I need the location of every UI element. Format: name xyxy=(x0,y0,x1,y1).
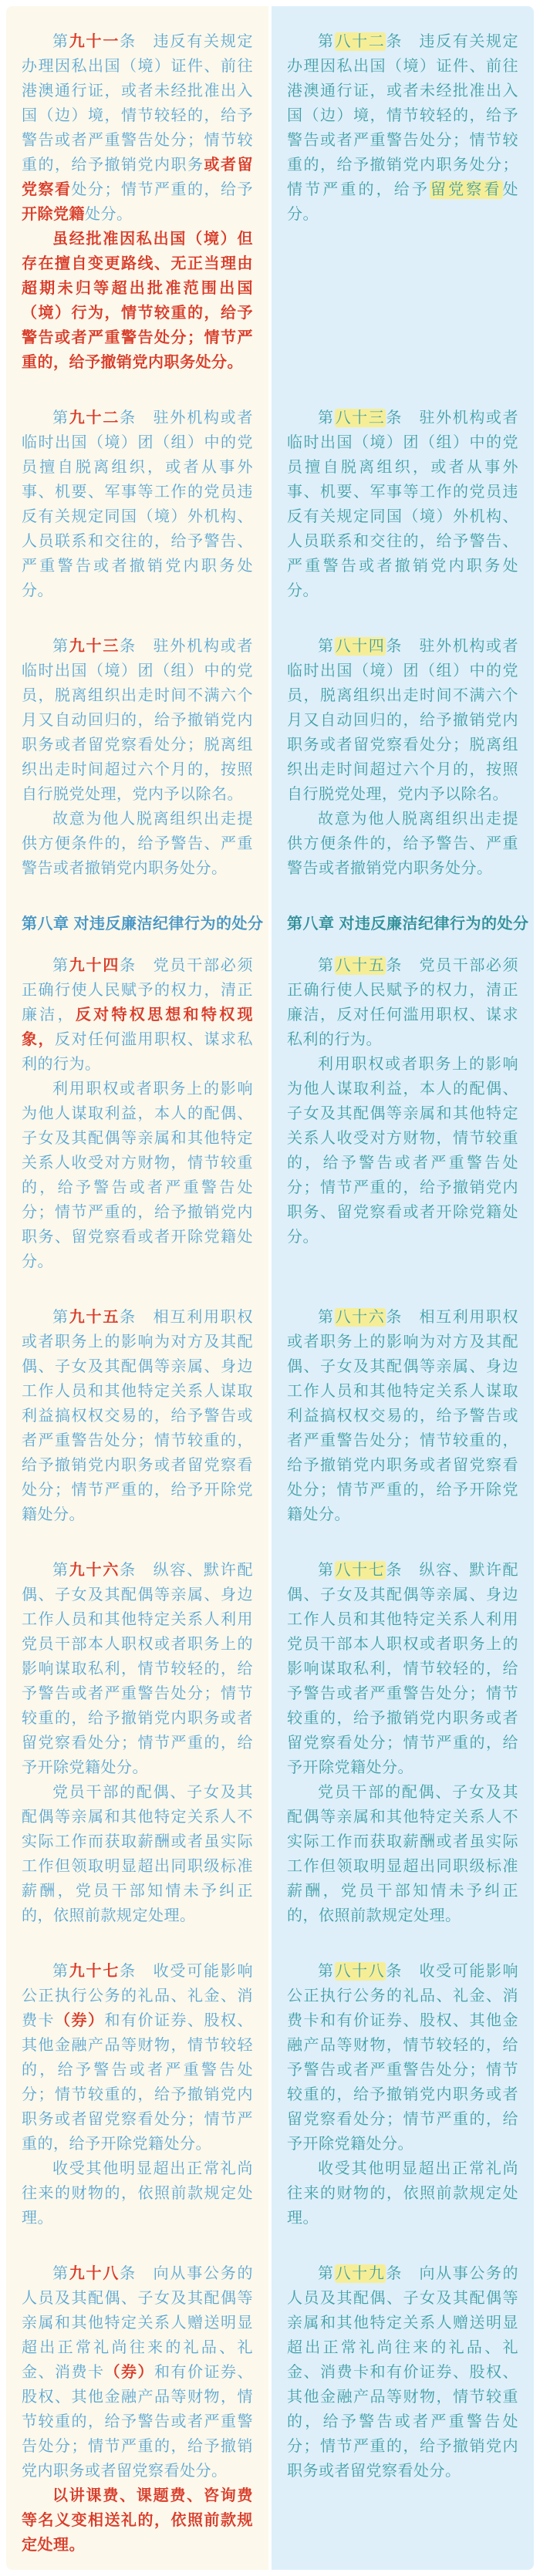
body-text: 第 xyxy=(318,1963,335,1980)
body-text: 条 违反有关规定办理因私出国（境）证件、前往港澳通行证，或者未经批准出入国（边）境，情节较轻的，给予警告或者严重警告处分；情节较重的，给予撤销党内职务处分；情节严重的，给予 xyxy=(287,33,519,198)
body-text: 第 xyxy=(318,1309,335,1326)
body-text: 和有价证券、股权、其他金融产品等财物，情节较重的，给予警告或者严重警告处分；情节严重的，给予撤销党内职务或者留党察看处分。 xyxy=(22,2364,253,2480)
added-text-emphasis: 九十五 xyxy=(69,1309,120,1326)
body-text: 第 xyxy=(52,1309,69,1326)
body-text: 条 向从事公务的人员及其配偶、子女及其配偶等亲属和其他特定关系人赠送明显超出正常礼尚往来的礼品、礼金、消费卡和有价证券、股权、其他金融产品等财物，情节较重的，给予警告或者严重警告处分；情节严重的，给予撤销党内职务或者留党察看处分。 xyxy=(287,2265,519,2480)
body-text: 第 xyxy=(318,638,335,655)
added-text-emphasis: 九十六 xyxy=(69,1562,120,1579)
body-text: 收受其他明显超出正常礼尚往来的财物的，依照前款规定处理。 xyxy=(22,2160,253,2227)
comparison-row xyxy=(6,406,534,634)
article-paragraph xyxy=(287,634,518,807)
added-text-emphasis: 九十四 xyxy=(69,957,120,974)
body-text: 条 驻外机构或者临时出国（境）团（组）中的党员，脱离组织出走时间不满六个月又自动回归的，给予撤销党内职务或者留党察看处分；脱离组织出走时间超过六个月的，按照自行脱党处理，党内予以除名。 xyxy=(287,638,519,803)
chapter-heading: 第八章 对违反廉洁纪律行为的处分 xyxy=(287,915,529,932)
right-column-cell xyxy=(272,6,534,406)
article-paragraph xyxy=(287,2261,518,2483)
comparison-row xyxy=(6,1959,534,2261)
added-text-emphasis: 九十二 xyxy=(69,410,120,427)
added-text-emphasis: 开除党籍 xyxy=(22,206,85,223)
left-column-cell xyxy=(6,953,268,1305)
body-text: 条 党员干部必须正确行使人民赋予的权力，清正廉洁，反对任何滥用职权、谋求私利的行为。 xyxy=(287,957,519,1048)
body-text: 条 驻外机构或者临时出国（境）团（组）中的党员擅自脱离组织，或者从事外事、机要、军事等工作的党员违反有关规定同国（境）外机构、人员联系和交往的，给予警告、严重警告或者撤销党内职务处分。 xyxy=(22,410,254,599)
body-text: 条 党员干部必须正确行使人民赋予的权力，清正廉洁， xyxy=(22,957,254,1023)
body-text: 党员干部的配偶、子女及其配偶等亲属和其他特定关系人不实际工作而获取薪酬或者虽实际工作但领取明显超出同职级标准薪酬，党员干部知情未予纠正的，依照前款规定处理。 xyxy=(22,1784,253,1924)
body-text: 条 收受可能影响公正执行公务的礼品、礼金、消费卡和有价证券、股权、其他金融产品等财物，情节较轻的，给予警告或者严重警告处分；情节较重的，给予撤销党内职务或者留党察看处分；情节严重的，给予开除党籍处分。 xyxy=(287,1963,519,2153)
left-column-cell xyxy=(6,406,268,634)
body-text: 第 xyxy=(52,2265,69,2282)
body-text: 第 xyxy=(52,1562,69,1579)
body-text: 条 驻外机构或者临时出国（境）团（组）中的党员擅自脱离组织，或者从事外事、机要、军事等工作的党员违反有关规定同国（境）外机构、人员联系和交往的，给予警告、严重警告或者撤销党内职务处分。 xyxy=(287,410,519,599)
comparison-row xyxy=(6,953,534,1305)
article-paragraph xyxy=(22,1959,253,2156)
article-subparagraph xyxy=(287,1052,518,1249)
right-column-cell xyxy=(272,2261,534,2570)
article-subparagraph xyxy=(22,227,253,375)
added-text-emphasis: （券） xyxy=(104,2364,154,2381)
article-subparagraph xyxy=(22,1077,253,1274)
added-text-emphasis: 九十三 xyxy=(69,638,120,655)
comparison-row xyxy=(6,1558,534,1959)
body-text: 第 xyxy=(318,2265,335,2282)
body-text: 第 xyxy=(318,33,335,50)
two-column-comparison xyxy=(6,6,534,2570)
article-paragraph xyxy=(287,406,518,603)
left-column-cell xyxy=(6,1959,268,2261)
added-text-emphasis: （券） xyxy=(55,2012,105,2029)
right-column-cell xyxy=(272,634,534,912)
article-paragraph xyxy=(22,634,253,807)
changed-text-highlight: 八十四 xyxy=(335,638,386,655)
article-subparagraph xyxy=(22,1780,253,1928)
body-text: 处分。 xyxy=(85,206,133,223)
body-text: 条 向从事公务的人员及其配偶、子女及其配偶等亲属和其他特定关系人赠送明显超出正常礼尚往来的礼品、礼金、消费卡 xyxy=(22,2265,254,2381)
body-text: 第 xyxy=(52,957,69,974)
comparison-row xyxy=(6,2261,534,2570)
added-text-emphasis: 九十八 xyxy=(69,2265,120,2282)
right-column-cell xyxy=(272,1959,534,2261)
comparison-row xyxy=(6,1305,534,1558)
left-column-cell xyxy=(6,1305,268,1558)
article-subparagraph xyxy=(22,807,253,881)
added-text-emphasis: 九十七 xyxy=(69,1963,120,1980)
left-column-cell xyxy=(6,634,268,912)
body-text: 第 xyxy=(52,638,69,655)
changed-text-highlight: 八十五 xyxy=(335,957,386,974)
body-text: 故意为他人脱离组织出走提供方便条件的，给予警告、严重警告或者撤销党内职务处分。 xyxy=(22,811,253,877)
article-paragraph xyxy=(22,29,253,227)
changed-text-highlight: 八十七 xyxy=(335,1562,386,1579)
comparison-row xyxy=(6,6,534,406)
body-text: 条 违反有关规定办理因私出国（境）证件、前往港澳通行证，或者未经批准出入国（边）境，情节较轻的，给予警告或者严重警告处分；情节较重的，给予撤销党内职务 xyxy=(22,33,254,174)
body-text: 条 纵容、默许配偶、子女及其配偶等亲属、身边工作人员和其他特定关系人利用党员干部本人职权或者职务上的影响谋取私利，情节较轻的，给予警告或者严重警告处分；情节较重的，给予撤销党内职务或者留党察看处分；情节严重的，给予开除党籍处分。 xyxy=(22,1562,254,1776)
article-paragraph xyxy=(22,2261,253,2483)
article-subparagraph xyxy=(287,807,518,881)
body-text: 利用职权或者职务上的影响为他人谋取利益，本人的配偶、子女及其配偶等亲属和其他特定关系人收受对方财物，情节较重的，给予警告或者严重警告处分；情节严重的，给予撤销党内职务、留党察看或者开除党籍处分。 xyxy=(287,1056,518,1246)
body-text: 和有价证券、股权、其他金融产品等财物，情节较轻的，给予警告或者严重警告处分；情节较重的，给予撤销党内职务或者留党察看处分；情节严重的，给予开除党籍处分。 xyxy=(22,2012,253,2153)
left-column-cell xyxy=(6,6,268,406)
article-paragraph xyxy=(287,1558,518,1780)
body-text: 收受其他明显超出正常礼尚往来的财物的，依照前款规定处理。 xyxy=(287,2160,518,2227)
changed-text-highlight: 八十八 xyxy=(335,1963,386,1980)
body-text: 条 相互利用职权或者职务上的影响为对方及其配偶、子女及其配偶等亲属、身边工作人员和其他特定关系人谋取利益搞权权交易的，给予警告或者严重警告处分；情节较重的，给予撤销党内职务或者留党察看处分；情节严重的，给予开除党籍处分。 xyxy=(287,1309,519,1523)
right-column-cell xyxy=(272,406,534,634)
article-subparagraph xyxy=(287,2156,518,2230)
comparison-row xyxy=(6,634,534,912)
article-paragraph xyxy=(287,953,518,1052)
body-text: 条 驻外机构或者临时出国（境）团（组）中的党员，脱离组织出走时间不满六个月又自动回归的，给予撤销党内职务或者留党察看处分；脱离组织出走时间超过六个月的，按照自行脱党处理，党内予以除名。 xyxy=(22,638,254,803)
changed-text-highlight: 八十二 xyxy=(335,33,386,50)
chapter-heading: 第八章 对违反廉洁纪律行为的处分 xyxy=(22,915,264,932)
changed-text-highlight: 八十三 xyxy=(335,410,386,427)
left-column-cell xyxy=(6,1558,268,1959)
changed-text-highlight: 八十九 xyxy=(335,2265,386,2282)
body-text: 第 xyxy=(318,1562,335,1579)
body-text: 第 xyxy=(52,1963,69,1980)
left-column-cell xyxy=(6,912,268,953)
article-paragraph xyxy=(22,1305,253,1527)
right-column-cell xyxy=(272,1305,534,1558)
changed-text-highlight: 八十六 xyxy=(335,1309,386,1326)
body-text: 党员干部的配偶、子女及其配偶等亲属和其他特定关系人不实际工作而获取薪酬或者虽实际工作但领取明显超出同职级标准薪酬，党员干部知情未予纠正的，依照前款规定处理。 xyxy=(287,1784,518,1924)
article-paragraph xyxy=(22,1558,253,1780)
right-column-cell xyxy=(272,912,534,953)
changed-text-highlight: 留党察看 xyxy=(430,181,502,198)
added-text-emphasis: 九十一 xyxy=(69,33,120,50)
article-subparagraph xyxy=(287,1780,518,1928)
body-text: 第 xyxy=(318,957,335,974)
right-column-cell xyxy=(272,1558,534,1959)
body-text: 条 相互利用职权或者职务上的影响为对方及其配偶、子女及其配偶等亲属、身边工作人员和其他特定关系人谋取利益搞权权交易的，给予警告或者严重警告处分；情节较重的，给予撤销党内职务或者留党察看处分；情节严重的，给予开除党籍处分。 xyxy=(22,1309,254,1523)
added-text-emphasis: 反对特权思想和特权现象， xyxy=(22,1006,253,1048)
body-text: 处分；情节严重的，给予 xyxy=(71,181,253,198)
article-paragraph xyxy=(287,1305,518,1527)
body-text: 反对任何滥用职权、谋求私利的行为。 xyxy=(22,1031,253,1073)
right-column-cell xyxy=(272,953,534,1305)
article-subparagraph xyxy=(22,2483,253,2557)
body-text: 第 xyxy=(52,33,69,50)
body-text: 利用职权或者职务上的影响为他人谋取利益，本人的配偶、子女及其配偶等亲属和其他特定关系人收受对方财物，情节较重的，给予警告或者严重警告处分；情节严重的，给予撤销党内职务、留党察看或者开除党籍处分。 xyxy=(22,1081,253,1270)
article-paragraph xyxy=(287,1959,518,2156)
article-paragraph xyxy=(22,953,253,1077)
article-paragraph xyxy=(287,29,518,227)
article-paragraph xyxy=(22,406,253,603)
article-subparagraph xyxy=(22,2156,253,2230)
left-column-cell xyxy=(6,2261,268,2570)
comparison-row xyxy=(6,912,534,953)
added-text-emphasis: 以讲课费、课题费、咨询费等名义变相送礼的，依照前款规定处理。 xyxy=(22,2487,253,2554)
added-text-emphasis: 虽经批准因私出国（境）但存在擅自变更路线、无正当理由超期未归等超出批准范围出国（境）行为，情节较重的，给予警告或者严重警告处分；情节严重的，给予撤销党内职务处分。 xyxy=(22,231,253,371)
body-text: 处分。 xyxy=(287,181,518,223)
body-text: 第 xyxy=(52,410,69,427)
added-text-emphasis: 或者留党察看 xyxy=(22,157,253,198)
body-text: 故意为他人脱离组织出走提供方便条件的，给予警告、严重警告或者撤销党内职务处分。 xyxy=(287,811,518,877)
body-text: 第 xyxy=(318,410,335,427)
body-text: 条 收受可能影响公正执行公务的礼品、礼金、消费卡 xyxy=(22,1963,254,2029)
body-text: 条 纵容、默许配偶、子女及其配偶等亲属、身边工作人员和其他特定关系人利用党员干部本人职权或者职务上的影响谋取私利，情节较轻的，给予警告或者严重警告处分；情节较重的，给予撤销党内职务或者留党察看处分；情节严重的，给予开除党籍处分。 xyxy=(287,1562,519,1776)
